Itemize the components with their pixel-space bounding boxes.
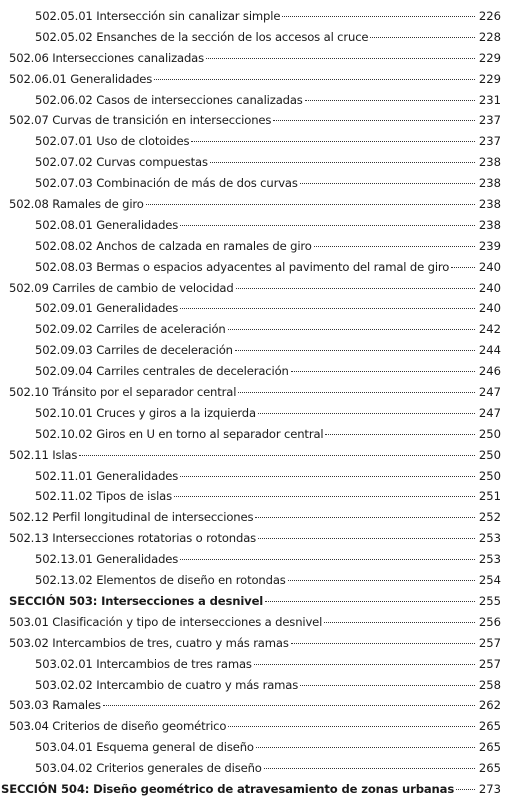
toc-entry[interactable] <box>0 549 509 570</box>
toc-entry-page-number: 257 <box>478 635 501 650</box>
toc-entry[interactable] <box>0 382 509 403</box>
toc-entry-page-number: 251 <box>478 489 501 504</box>
toc-entry[interactable] <box>0 528 509 549</box>
toc-entry[interactable] <box>0 403 509 424</box>
toc-entry[interactable] <box>0 507 509 528</box>
dot-leader <box>370 37 475 38</box>
dot-leader <box>258 413 475 414</box>
toc-entry-page-number: 229 <box>478 50 501 65</box>
toc-entry-title: 502.07 Curvas de transición en intersecciones <box>9 113 272 128</box>
toc-entry-title: 502.08.01 Generalidades <box>35 217 179 232</box>
dot-leader <box>258 538 475 539</box>
toc-entry[interactable] <box>0 612 509 633</box>
toc-entry-page-number: 237 <box>478 134 501 149</box>
dot-leader <box>288 580 475 581</box>
dot-leader <box>228 329 475 330</box>
toc-entry[interactable] <box>0 278 509 299</box>
toc-entry-page-number: 265 <box>478 719 501 734</box>
dot-leader <box>291 371 475 372</box>
toc-entry-page-number: 240 <box>478 301 501 316</box>
toc-entry-page-number: 231 <box>478 92 501 107</box>
toc-entry[interactable] <box>0 675 509 696</box>
toc-entry-title: 503.02.01 Intercambios de tres ramas <box>35 656 252 671</box>
toc-entry[interactable] <box>0 445 509 466</box>
dot-leader <box>191 141 475 142</box>
toc-entry-title: 502.08.02 Anchos de calzada en ramales de giro <box>35 238 312 253</box>
toc-entry-title: 503.02.02 Intercambio de cuatro y más ramas <box>35 677 299 692</box>
dot-leader <box>314 246 475 247</box>
toc-entry[interactable] <box>0 298 509 319</box>
toc-entry-title: 502.08.03 Bermas o espacios adyacentes al pavimento del ramal de giro <box>35 259 450 274</box>
toc-entry-title: 502.06 Intersecciones canalizadas <box>9 50 205 65</box>
dot-leader <box>255 517 475 518</box>
toc-entry-title: 502.13 Intersecciones rotatorias o rotondas <box>9 531 257 546</box>
toc-entry[interactable] <box>0 257 509 278</box>
toc-entry[interactable] <box>0 654 509 675</box>
toc-entry[interactable] <box>0 152 509 173</box>
toc-entry-title: 502.07.02 Curvas compuestas <box>35 155 208 170</box>
toc-entry[interactable] <box>0 633 509 654</box>
toc-entry-page-number: 240 <box>478 259 501 274</box>
toc-entry[interactable] <box>0 570 509 591</box>
toc-entry-title: 502.11.01 Generalidades <box>35 468 179 483</box>
dot-leader <box>206 58 475 59</box>
toc-entry[interactable] <box>0 340 509 361</box>
toc-entry-page-number: 244 <box>478 343 501 358</box>
toc-entry-title: 502.10.02 Giros en U en torno al separador central <box>35 426 324 441</box>
toc-entry-page-number: 228 <box>478 29 501 44</box>
toc-entry-title: 502.07.01 Uso de clotoides <box>35 134 190 149</box>
toc-entry[interactable] <box>0 6 509 27</box>
toc-entry-title: 502.13.01 Generalidades <box>35 552 179 567</box>
toc-entry[interactable] <box>0 27 509 48</box>
dot-leader <box>256 747 475 748</box>
dot-leader <box>235 350 475 351</box>
toc-entry-page-number: 250 <box>478 447 501 462</box>
toc-entry[interactable] <box>0 486 509 507</box>
toc-entry-title: 502.06.01 Generalidades <box>9 71 153 86</box>
dot-leader <box>180 559 475 560</box>
dot-leader <box>451 267 475 268</box>
toc-entry-title: 502.09.01 Generalidades <box>35 301 179 316</box>
toc-entry-page-number: 238 <box>478 217 501 232</box>
toc-entry-page-number: 250 <box>478 426 501 441</box>
toc-entry-page-number: 242 <box>478 322 501 337</box>
toc-entry-page-number: 239 <box>478 238 501 253</box>
dot-leader <box>146 204 475 205</box>
toc-entry[interactable] <box>0 758 509 779</box>
toc-entry-page-number: 237 <box>478 113 501 128</box>
toc-entry-title: 503.04.01 Esquema general de diseño <box>35 740 254 755</box>
dot-leader <box>180 476 475 477</box>
toc-entry[interactable] <box>0 131 509 152</box>
dot-leader <box>324 622 475 623</box>
dot-leader <box>174 496 475 497</box>
toc-entry-page-number: 226 <box>478 9 501 23</box>
dot-leader <box>254 664 475 665</box>
table-of-contents <box>0 6 509 800</box>
toc-entry-page-number: 247 <box>478 405 501 420</box>
toc-entry-title: 502.11.02 Tipos de islas <box>35 489 173 504</box>
toc-entry-title: 503.02 Intercambios de tres, cuatro y más ramas <box>9 635 289 650</box>
toc-entry-page-number: 257 <box>478 656 501 671</box>
dot-leader <box>265 601 475 602</box>
dot-leader <box>238 392 475 393</box>
toc-entry-title: 502.10.01 Cruces y giros a la izquierda <box>35 405 256 420</box>
toc-entry-page-number: 247 <box>478 385 501 400</box>
toc-entry-page-number: 265 <box>478 740 501 755</box>
toc-entry[interactable] <box>0 424 509 445</box>
toc-entry[interactable] <box>0 716 509 737</box>
dot-leader <box>300 685 475 686</box>
toc-entry-title: 502.07.03 Combinación de más de dos curvas <box>35 176 298 191</box>
toc-entry-title: 503.04.02 Criterios generales de diseño <box>35 761 262 776</box>
toc-entry-title: 502.13.02 Elementos de diseño en rotondas <box>35 573 286 588</box>
toc-entry[interactable] <box>0 591 509 612</box>
toc-entry-page-number: 240 <box>478 280 501 295</box>
toc-entry-page-number: 253 <box>478 531 501 546</box>
toc-entry-title: 502.09.04 Carriles centrales de deceleración <box>35 364 289 379</box>
toc-entry[interactable] <box>0 779 509 800</box>
dot-leader <box>456 789 475 790</box>
toc-entry-title: 502.09.02 Carriles de aceleración <box>35 322 226 337</box>
dot-leader <box>154 79 475 80</box>
dot-leader <box>79 455 475 456</box>
toc-entry-page-number: 258 <box>478 677 501 692</box>
toc-entry-page-number: 246 <box>478 364 501 379</box>
toc-entry-title: 502.06.02 Casos de intersecciones canalizadas <box>35 92 303 107</box>
toc-entry[interactable] <box>0 361 509 382</box>
toc-entry[interactable] <box>0 695 509 716</box>
toc-entry[interactable] <box>0 90 509 111</box>
toc-entry-title: 503.01 Clasificación y tipo de intersecciones a desnivel <box>9 614 323 629</box>
toc-entry[interactable] <box>0 194 509 215</box>
toc-entry-title: 502.10 Tránsito por el separador central <box>9 385 237 400</box>
dot-leader <box>180 225 475 226</box>
toc-entry-title: 503.03 Ramales <box>9 698 101 713</box>
toc-entry-title: SECCIÓN 503: Intersecciones a desnivel <box>9 593 264 608</box>
toc-entry-title: SECCIÓN 504: Diseño geométrico de atravesamiento de zonas urbanas <box>1 781 455 796</box>
toc-entry[interactable] <box>0 236 509 257</box>
toc-entry[interactable] <box>0 69 509 90</box>
toc-entry-page-number: 253 <box>478 552 501 567</box>
toc-entry-title: 502.12 Perfil longitudinal de intersecciones <box>9 510 254 525</box>
dot-leader <box>291 643 475 644</box>
toc-entry-page-number: 255 <box>478 593 501 608</box>
toc-entry-page-number: 256 <box>478 614 501 629</box>
toc-entry-page-number: 262 <box>478 698 501 713</box>
dot-leader <box>180 308 475 309</box>
toc-entry[interactable] <box>0 215 509 236</box>
dot-leader <box>103 705 475 706</box>
dot-leader <box>236 288 475 289</box>
toc-entry-title: 502.09.03 Carriles de deceleración <box>35 343 233 358</box>
toc-entry[interactable] <box>0 173 509 194</box>
dot-leader <box>300 183 475 184</box>
toc-entry-title: 502.08 Ramales de giro <box>9 197 144 212</box>
toc-entry-page-number: 250 <box>478 468 501 483</box>
toc-entry-page-number: 238 <box>478 155 501 170</box>
toc-entry[interactable] <box>0 466 509 487</box>
toc-entry-page-number: 238 <box>478 176 501 191</box>
dot-leader <box>264 768 475 769</box>
toc-entry[interactable] <box>0 110 509 131</box>
dot-leader <box>210 162 475 163</box>
toc-entry-title: 502.05.01 Intersección sin canalizar simple <box>35 9 281 23</box>
toc-entry[interactable] <box>0 48 509 69</box>
toc-entry-page-number: 238 <box>478 197 501 212</box>
toc-entry-title: 502.11 Islas <box>9 447 78 462</box>
toc-entry[interactable] <box>0 319 509 340</box>
toc-entry-page-number: 273 <box>478 781 501 796</box>
toc-entry-title: 502.09 Carriles de cambio de velocidad <box>9 280 234 295</box>
toc-entry-page-number: 229 <box>478 71 501 86</box>
dot-leader <box>273 120 475 121</box>
dot-leader <box>325 434 475 435</box>
dot-leader <box>282 16 475 17</box>
toc-entry-page-number: 254 <box>478 573 501 588</box>
toc-entry-title: 502.05.02 Ensanches de la sección de los accesos al cruce <box>35 29 369 44</box>
toc-entry[interactable] <box>0 737 509 758</box>
toc-entry-page-number: 265 <box>478 761 501 776</box>
dot-leader <box>228 726 475 727</box>
dot-leader <box>305 100 475 101</box>
toc-entry-title: 503.04 Criterios de diseño geométrico <box>9 719 227 734</box>
toc-entry-page-number: 252 <box>478 510 501 525</box>
